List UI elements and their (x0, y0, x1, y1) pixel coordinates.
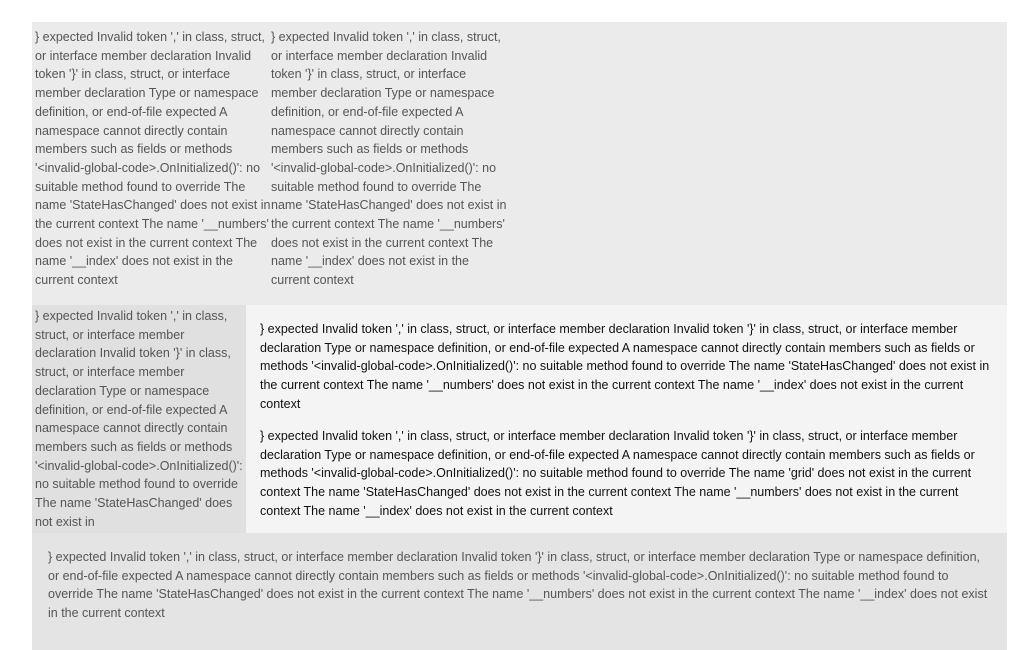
error-panel-middle-left (32, 305, 246, 533)
error-message-secondary: } expected Invalid token ',' in class, struct, or interface member declaration Invalid token '}' in class, struct, or interface member declaration Type or namespace definition, or end-of-file expected A namespace cannot directly contain members such as fields or methods '<invalid-global-code>.OnInitialized()': no suitable method found to override The name 'grid' does not exist in the current context The name 'StateHasChanged' does not exist in the current context The name '__numbers' does not exist in the current context The name '__index' does not exist in the current context (260, 429, 975, 518)
error-panel-middle-right (246, 305, 1007, 533)
error-message-primary: } expected Invalid token ',' in class, struct, or interface member declaration Invalid token '}' in class, struct, or interface member declaration Type or namespace definition, or end-of-file expected A namespace cannot directly contain members such as fields or methods '<invalid-global-code>.OnInitialized()': no suitable method found to override The name 'StateHasChanged' does not exist in the current context The name '__numbers' does not exist in the current context The name '__index' does not exist in the current context (260, 322, 990, 411)
error-panel-top (32, 22, 1007, 305)
error-message-footer: } expected Invalid token ',' in class, struct, or interface member declaration Invalid token '}' in class, struct, or interface member declaration Type or namespace definition, or end-of-file expected A namespace cannot directly contain members such as fields or methods '<invalid-global-code>.OnInitialized()': no suitable method found to override The name 'StateHasChanged' does not exist in the current context The name '__numbers' does not exist in the current context The name '__index' does not exist in the current context (48, 550, 988, 621)
error-message-column-2: } expected Invalid token ',' in class, struct, or interface member declaration Invalid token '}' in class, struct, or interface member declaration Type or namespace definition, or end-of-file expected A namespace cannot directly contain members such as fields or methods '<invalid-global-code>.OnInitialized()': no suitable method found to override The name 'StateHasChanged' does not exist in the current context The name '__numbers' does not exist in the current context The name '__index' does not exist in the current context (271, 30, 507, 288)
error-message-column-1: } expected Invalid token ',' in class, struct, or interface member declaration Invalid token '}' in class, struct, or interface member declaration Type or namespace definition, or end-of-file expected A namespace cannot directly contain members such as fields or methods '<invalid-global-code>.OnInitialized()': no suitable method found to override The name 'StateHasChanged' does not exist in the current context The name '__numbers' does not exist in the current context The name '__index' does not exist in the current context (35, 30, 271, 288)
error-panel-bottom (32, 533, 1007, 650)
error-message-sidebar: } expected Invalid token ',' in class, struct, or interface member declaration Invalid token '}' in class, struct, or interface member declaration Type or namespace definition, or end-of-file expected A namespace cannot directly contain members such as fields or methods '<invalid-global-code>.OnInitialized()': no suitable method found to override The name 'StateHasChanged' does not exist in (35, 309, 243, 529)
